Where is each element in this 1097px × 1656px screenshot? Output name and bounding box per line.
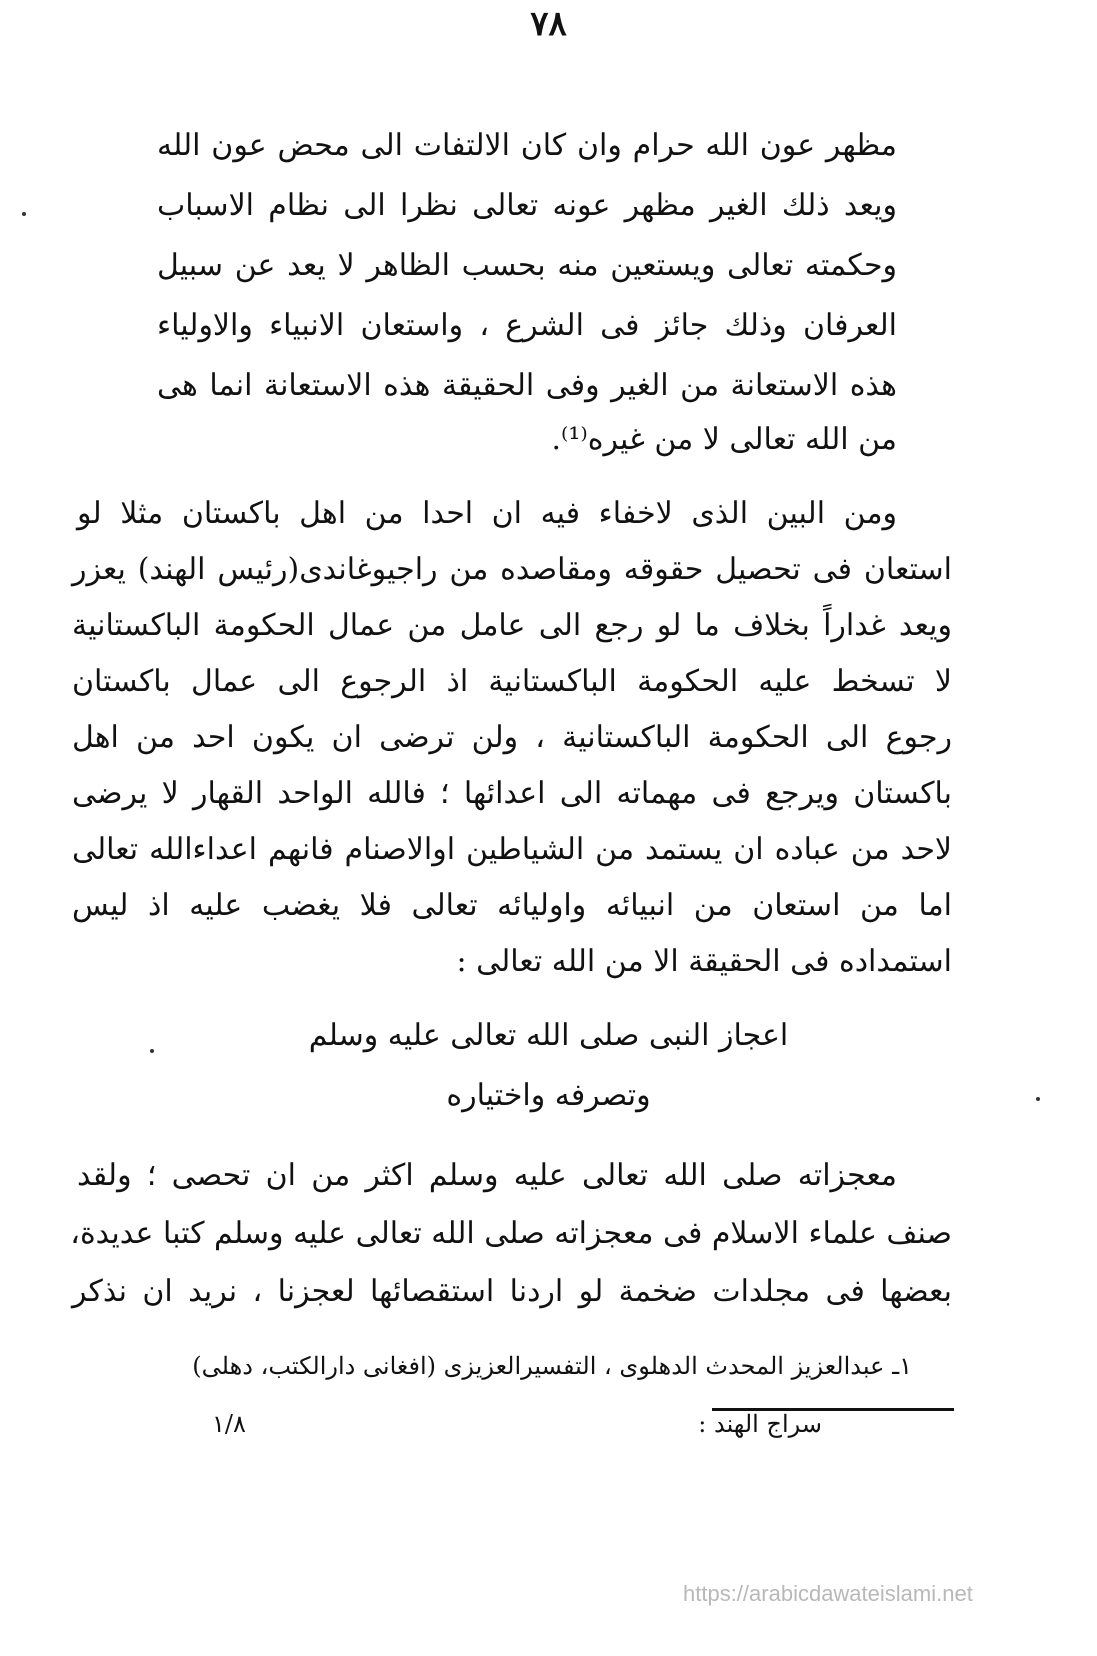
paragraph-line: صنف علماء الاسلام فى معجزاته صلى الله تعالى عليه وسلم كتبا عديدة،: [70, 1216, 952, 1251]
paragraph-line: مظهر عون الله حرام وان كان الالتفات الى محض عون الله: [157, 128, 897, 163]
paragraph-line: لا تسخط عليه الحكومة الباكستانية اذ الرجوع الى عمال باكستان: [72, 664, 952, 699]
page-number: ٧٨: [530, 4, 567, 44]
footnote-line-1: ١ـ عبدالعزيز المحدث الدهلوى ، التفسيرالعزيزى (افغانى دارالكتب، دهلى): [192, 1352, 912, 1380]
scan-speck: [22, 212, 26, 216]
paragraph-line: هذه الاستعانة من الغير وفى الحقيقة هذه الاستعانة انما هى: [157, 368, 897, 403]
footnote-source: سراج الهند :: [698, 1410, 822, 1438]
paragraph-line: بعضها فى مجلدات ضخمة لو اردنا استقصائها لعجزنا ، نريد ان نذكر: [72, 1274, 952, 1309]
paragraph-line: وحكمته تعالى ويستعين منه بحسب الظاهر لا يعد عن سبيل: [157, 248, 897, 283]
paragraph-line: باكستان ويرجع فى مهماته الى اعدائها ؛ فالله الواحد القهار لا يرضى: [72, 776, 952, 811]
watermark-url: https://arabicdawateislami.net: [683, 1581, 973, 1606]
paragraph-line: استمداده فى الحقيقة الا من الله تعالى :: [456, 944, 952, 979]
paragraph-line: معجزاته صلى الله تعالى عليه وسلم اكثر من ان تحصى ؛ ولقد: [77, 1158, 897, 1193]
scan-speck: [150, 1049, 154, 1053]
section-heading-line-1: اعجاز النبى صلى الله تعالى عليه وسلم: [308, 1018, 789, 1053]
scan-speck: [1036, 1097, 1040, 1101]
paragraph-line: استعان فى تحصيل حقوقه ومقاصده من راجيوغاندى(رئيس الهند) يعزر: [72, 552, 952, 587]
paragraph-line: لاحد من عباده ان يستمد من الشياطين اوالاصنام فانهم اعداءالله تعالى: [72, 832, 952, 867]
paragraph-line: من الله تعالى لا من غيره⁽¹⁾.: [551, 422, 897, 457]
paragraph-line: رجوع الى الحكومة الباكستانية ، ولن ترضى ان يكون احد من اهل: [72, 720, 952, 755]
paragraph-line: العرفان وذلك جائز فى الشرع ، واستعان الانبياء والاولياء: [157, 308, 897, 343]
paragraph-line: ويعد ذلك الغير مظهر عونه تعالى نظرا الى نظام الاسباب: [157, 188, 897, 223]
paragraph-line: ويعد غداراً بخلاف ما لو رجع الى عامل من عمال الحكومة الباكستانية: [72, 608, 952, 643]
footnote-reference: ١/٨: [212, 1410, 246, 1438]
paragraph-line: ومن البين الذى لاخفاء فيه ان احدا من اهل باكستان مثلا لو: [77, 496, 897, 531]
paragraph-line: اما من استعان من انبيائه واوليائه تعالى فلا يغضب عليه اذ ليس: [72, 888, 952, 923]
section-heading-line-2: وتصرفه واختياره: [446, 1078, 651, 1113]
